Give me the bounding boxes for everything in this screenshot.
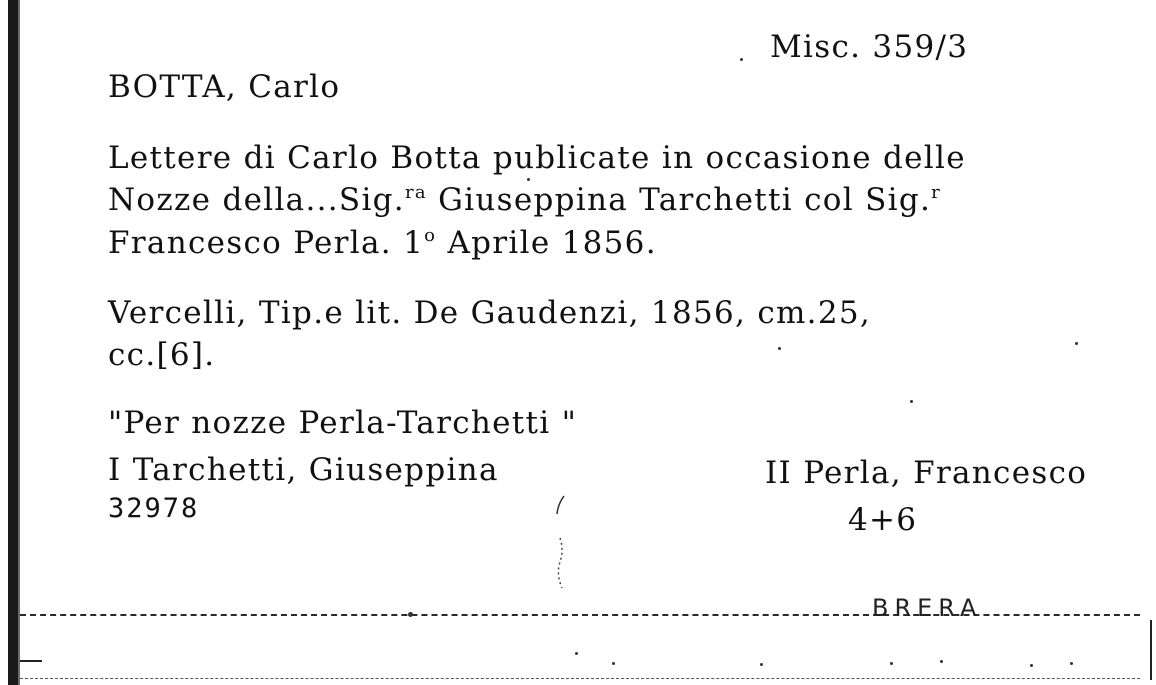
speck [890, 662, 893, 665]
right-edge-mark [1150, 620, 1152, 680]
added-entry-2: II Perla, Francesco [765, 455, 1088, 491]
title-line-2a: Nozze della...Sig. [108, 182, 405, 218]
title-line-1: Lettere di Carlo Botta publicate in occasione delle [108, 140, 966, 176]
speck [612, 662, 615, 665]
lower-rule [20, 678, 1140, 679]
speck [575, 652, 578, 655]
card-left-edge [8, 0, 18, 685]
speck [1070, 662, 1073, 665]
speck [527, 178, 530, 181]
speck [778, 347, 781, 350]
speck [1075, 342, 1078, 345]
added-entry-1: I Tarchetti, Giuseppina [108, 452, 499, 488]
speck [760, 663, 763, 666]
superscript-ra: ra [404, 182, 427, 203]
author-heading: BOTTA, Carlo [108, 69, 341, 105]
corner-mark [20, 660, 42, 662]
title-line-3a: Francesco Perla. 1 [108, 225, 425, 261]
speck [1030, 664, 1033, 667]
shelfmark: Misc. 359/3 [770, 29, 969, 65]
superscript-degree: o [424, 225, 437, 246]
pencil-mark [540, 490, 580, 600]
title-line-2b: Giuseppina Tarchetti col Sig. [438, 182, 932, 218]
inventory-number: 32978 [108, 493, 200, 524]
speck [940, 660, 943, 663]
speck [408, 612, 413, 617]
library-stamp: BRERA [872, 594, 983, 622]
title-line-2 [108, 184, 941, 216]
title-line-3b: Aprile 1856. [447, 225, 657, 261]
note-line: "Per nozze Perla-Tarchetti " [108, 405, 578, 441]
title-line-3 [108, 227, 657, 259]
speck [740, 58, 743, 61]
card-left-edge-shadow [18, 0, 20, 685]
speck [910, 400, 913, 403]
count-value: 4+6 [848, 502, 918, 538]
imprint-line-2: cc.[6]. [108, 337, 216, 373]
imprint-line-1: Vercelli, Tip.e lit. De Gaudenzi, 1856, cm.25, [108, 295, 872, 331]
superscript-r: r [931, 182, 942, 203]
